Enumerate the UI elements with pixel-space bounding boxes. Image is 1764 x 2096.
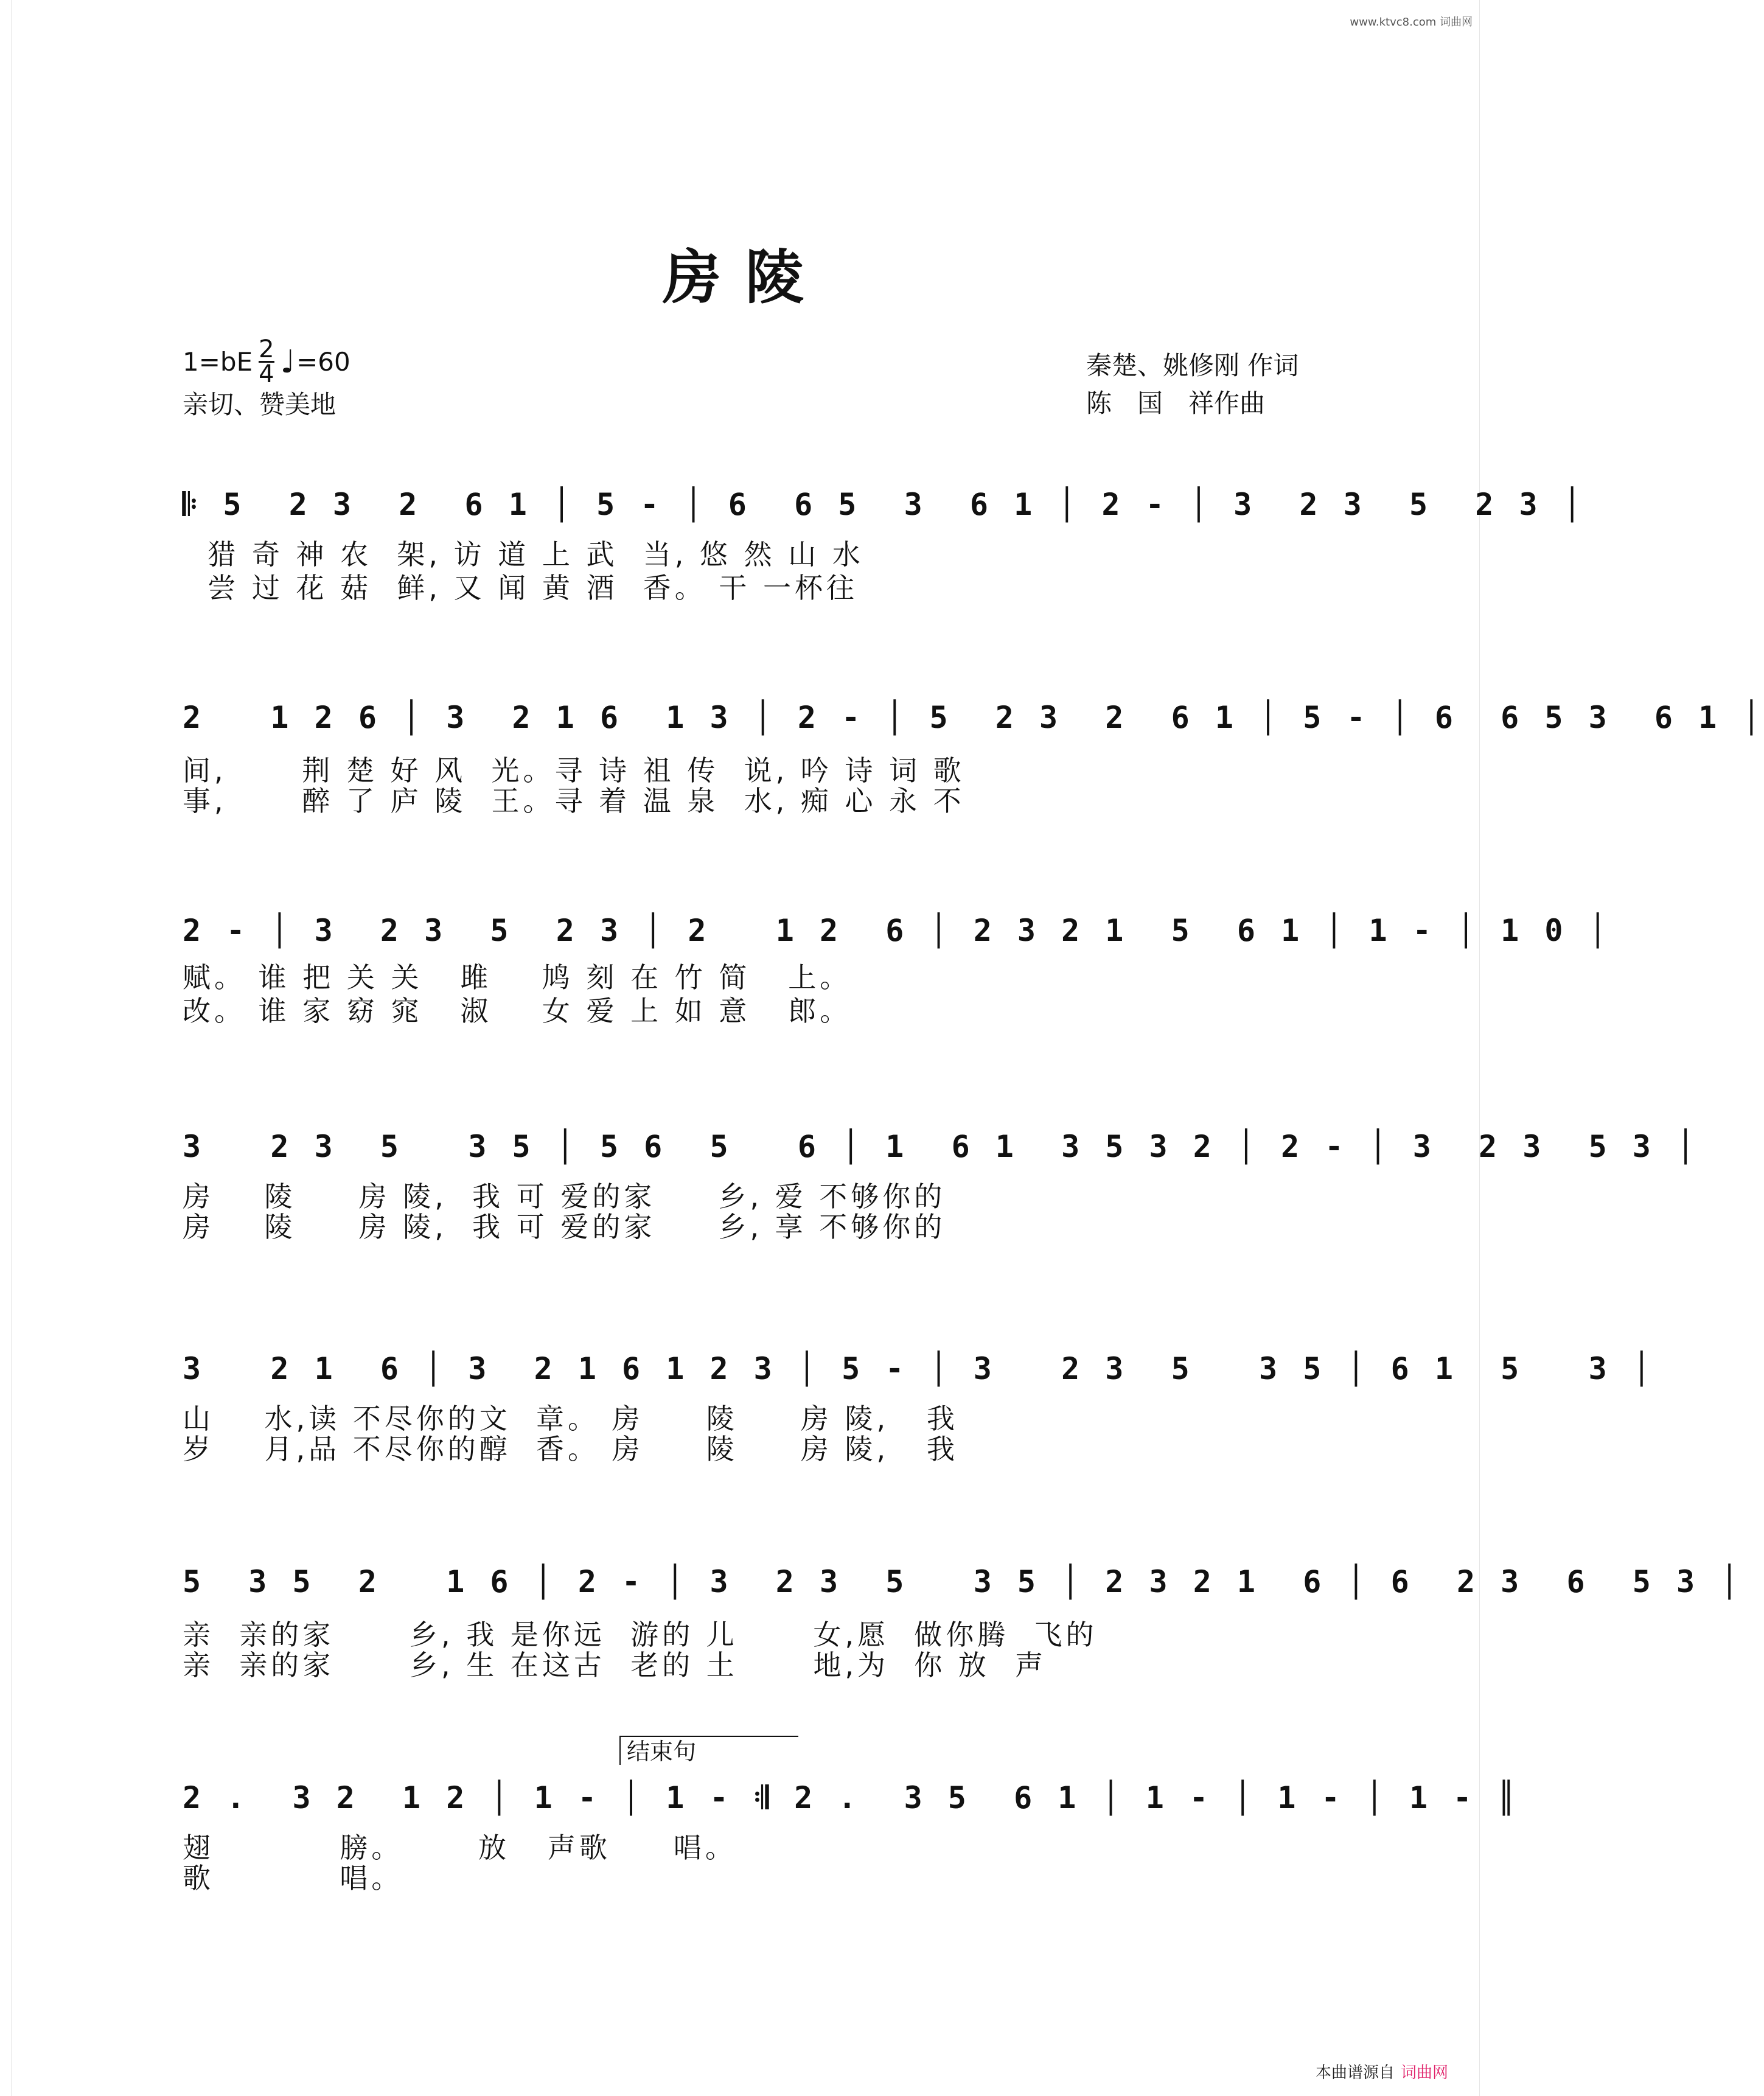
system-1-lyrics-1: 猎 奇 神 农 架, 访 道 上 武 当, 悠 然 山 水 bbox=[183, 538, 864, 571]
system-6-lyrics-1: 亲 亲的家 乡, 我 是你远 游的 儿 女,愿 做你腾 飞的 bbox=[183, 1618, 1098, 1651]
system-3-notes: 2 - │ 3 2 3 5 2 3 │ 2 1 2 6 │ 2 3 2 1 5 6 1 │ 1 - │ 1 0 │ bbox=[183, 913, 1611, 948]
footer-text: 本曲谱源自 bbox=[1315, 2064, 1395, 2082]
expression-marking: 亲切、赞美地 bbox=[183, 390, 336, 419]
system-4-lyrics-1: 房 陵 房 陵, 我 可 爱的家 乡, 爱 不够你的 bbox=[183, 1180, 946, 1213]
footer-brand-link[interactable]: 词曲网 bbox=[1400, 2064, 1448, 2082]
footer bbox=[1316, 2060, 1448, 2083]
system-7-notes: 2 . 3 2 1 2 │ 1 - │ 1 - 𝄇 2 . 3 5 6 1 │ 1 - │ 1 - │ 1 - ║ bbox=[183, 1780, 1519, 1815]
system-4-notes: 3 2 3 5 3 5 │ 5 6 5 6 │ 1 6 1 3 5 3 2 │ 2 - │ 3 2 3 5 3 │ bbox=[183, 1129, 1699, 1164]
key-signature: 1=bE bbox=[183, 346, 253, 377]
lyricist: 秦楚、姚修刚 作词 bbox=[1086, 351, 1299, 380]
system-7-lyrics-2: 歌 唱。 bbox=[183, 1862, 403, 1895]
tempo: =60 bbox=[296, 346, 350, 377]
system-6-notes: 5 3 5 2 1 6 │ 2 - │ 3 2 3 5 3 5 │ 2 3 2 1 6 │ 6 2 3 6 5 3 │ bbox=[183, 1564, 1743, 1599]
system-4-lyrics-2: 房 陵 房 陵, 我 可 爱的家 乡, 享 不够你的 bbox=[183, 1210, 946, 1243]
system-5-lyrics-1: 山 水,读 不尽你的文 章。 房 陵 房 陵, 我 bbox=[183, 1402, 958, 1435]
system-2-lyrics-2: 事, 醉 了 庐 陵 王。寻 着 温 泉 水, 痴 心 永 不 bbox=[183, 784, 965, 817]
quarter-note-icon: ♩ bbox=[280, 343, 296, 380]
composer: 陈 国 祥作曲 bbox=[1086, 388, 1266, 418]
song-title: 房陵 bbox=[663, 243, 828, 312]
system-1-lyrics-2: 尝 过 花 菇 鲜, 又 闻 黄 酒 香。 干 一杯往 bbox=[183, 571, 858, 604]
system-3-lyrics-2: 改。 谁 家 窈 窕 淑 女 爱 上 如 意 郎。 bbox=[183, 994, 852, 1027]
system-3-lyrics-1: 赋。 谁 把 关 关 雎 鸠 刻 在 竹 简 上。 bbox=[183, 961, 852, 994]
system-5-notes: 3 2 1 6 │ 3 2 1 6 1 2 3 │ 5 - │ 3 2 3 5 3 5 │ 6 1 5 3 │ bbox=[183, 1351, 1654, 1386]
time-signature: 2 4 bbox=[259, 335, 274, 388]
system-6-lyrics-2: 亲 亲的家 乡, 生 在这古 老的 土 地,为 你 放 声 bbox=[183, 1649, 1047, 1682]
watermark: www.ktvc8.com 词曲网 bbox=[1350, 16, 1473, 29]
system-7-lyrics-1: 翅 膀。 放 声歌 唱。 bbox=[183, 1831, 737, 1864]
ending-bracket: 结束句 bbox=[619, 1736, 798, 1765]
system-5-lyrics-2: 岁 月,品 不尽你的醇 香。 房 陵 房 陵, 我 bbox=[183, 1433, 958, 1465]
system-2-notes: 2 1 2 6 │ 3 2 1 6 1 3 │ 2 - │ 5 2 3 2 6 1 │ 5 - │ 6 6 5 3 6 1 │ bbox=[183, 700, 1764, 735]
system-2-lyrics-1: 间, 荆 楚 好 风 光。寻 诗 祖 传 说, 吟 诗 词 歌 bbox=[183, 754, 965, 787]
system-1-notes: 𝄆 5 2 3 2 6 1 │ 5 - │ 6 6 5 3 6 1 │ 2 - │ 3 2 3 5 2 3 │ bbox=[183, 487, 1585, 522]
